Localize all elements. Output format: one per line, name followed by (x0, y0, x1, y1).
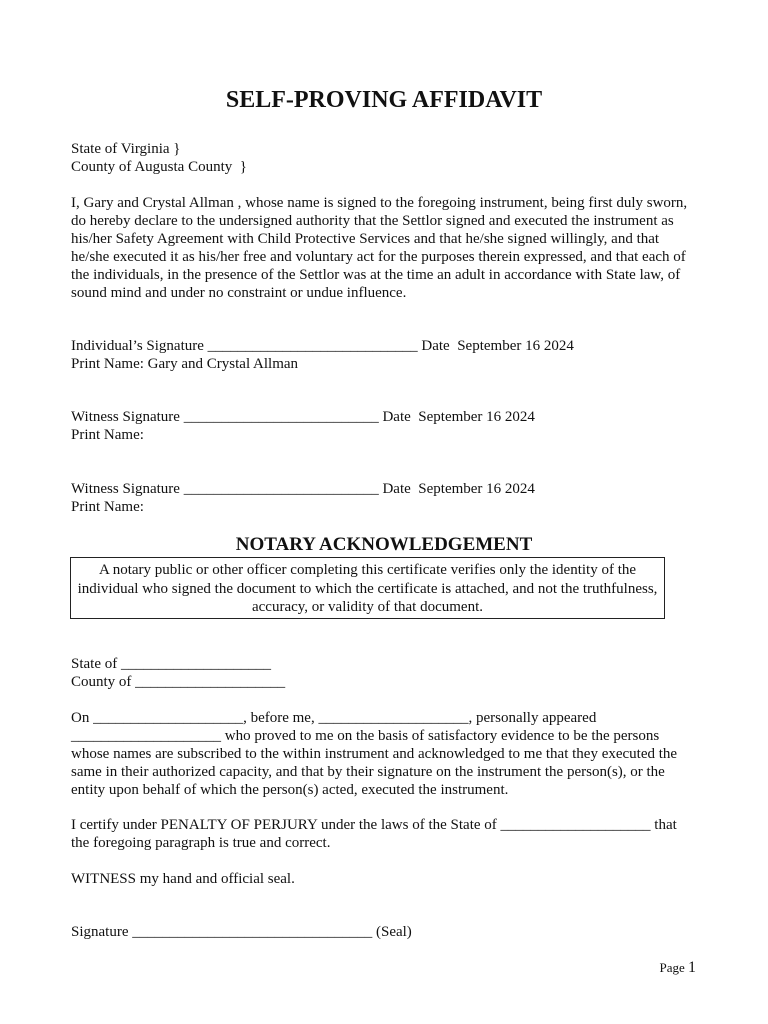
witness-1-print-name: Print Name: (71, 427, 144, 443)
appearance-line: ____________________ who proved to me on the basis of satisfactory evidence to be the persons (71, 728, 660, 744)
appearance-line: On ____________________, before me, ____________________, personally appeared (71, 710, 597, 726)
venue-block (71, 140, 693, 176)
witness-hand-line: WITNESS my hand and official seal. (71, 871, 295, 887)
paragraph-line: his/her Safety Agreement with Child Protective Services and that he/she signed willingly, and that (71, 231, 660, 247)
notary-heading: NOTARY ACKNOWLEDGEMENT (235, 534, 533, 555)
appearance-line: same in their authorized capacity, and that by their signature on the instrument the person(s), or the (71, 764, 665, 780)
witness-1-signature-line: Witness Signature __________________________ Date September 16 2024 (71, 409, 535, 425)
witness-hand-line-block (71, 870, 693, 888)
paragraph-line: do hereby declare to the undersigned authority that the Settlor signed and executed the instrument as (71, 213, 674, 229)
notary-certify-paragraph (71, 816, 693, 852)
individual-signature-block (71, 337, 693, 373)
notary-state-line: State of ____________________ (71, 656, 271, 672)
certify-line: the foregoing paragraph is true and correct. (71, 835, 331, 851)
appearance-line: whose names are subscribed to the within instrument and acknowledged to me that they executed the (71, 746, 678, 762)
affidavit-paragraph (71, 194, 693, 302)
notary-signature-line: Signature ________________________________ (Seal) (71, 924, 412, 940)
paragraph-line: he/she executed it as his/her free and voluntary act for the purposes therein expressed, and that each of (71, 249, 686, 265)
paragraph-line: the individuals, in the presence of the Settlor was at the time an adult in accordance with State law, of (71, 267, 681, 283)
page-label: Page (659, 960, 685, 975)
page-footer (659, 959, 696, 977)
witness-2-print-name: Print Name: (71, 499, 144, 515)
appearance-line: entity upon behalf of which the person(s) acted, executed the instrument. (71, 782, 509, 798)
witness-2-signature-line: Witness Signature __________________________ Date September 16 2024 (71, 481, 535, 497)
witness-1-signature-block (71, 408, 693, 444)
paragraph-line: sound mind and under no constraint or undue influence. (71, 285, 407, 301)
notary-county-line: County of ____________________ (71, 674, 286, 690)
notice-line: A notary public or other officer completing this certificate verifies only the identity of the (98, 562, 637, 578)
individual-print-name: Print Name: Gary and Crystal Allman (71, 356, 299, 372)
paragraph-line: I, Gary and Crystal Allman , whose name is signed to the foregoing instrument, being first duly sworn, (71, 195, 688, 211)
notary-signature-block (71, 923, 693, 941)
certify-line: I certify under PENALTY OF PERJURY under the laws of the State of ____________________ that (71, 817, 677, 833)
venue-state: State of Virginia } (71, 141, 181, 157)
witness-2-signature-block (71, 480, 693, 516)
notary-venue-block (71, 655, 693, 691)
notary-notice-box (70, 557, 665, 619)
notice-line: accuracy, or validity of that document. (251, 599, 484, 615)
notice-line: individual who signed the document to which the certificate is attached, and not the truthfulness, (77, 580, 658, 597)
venue-county: County of Augusta County } (71, 159, 247, 175)
page-number: 1 (688, 959, 696, 976)
individual-signature-line: Individual’s Signature ____________________________ Date September 16 2024 (71, 338, 574, 354)
document-title: SELF-PROVING AFFIDAVIT (225, 87, 543, 113)
notary-appearance-paragraph (71, 709, 693, 799)
